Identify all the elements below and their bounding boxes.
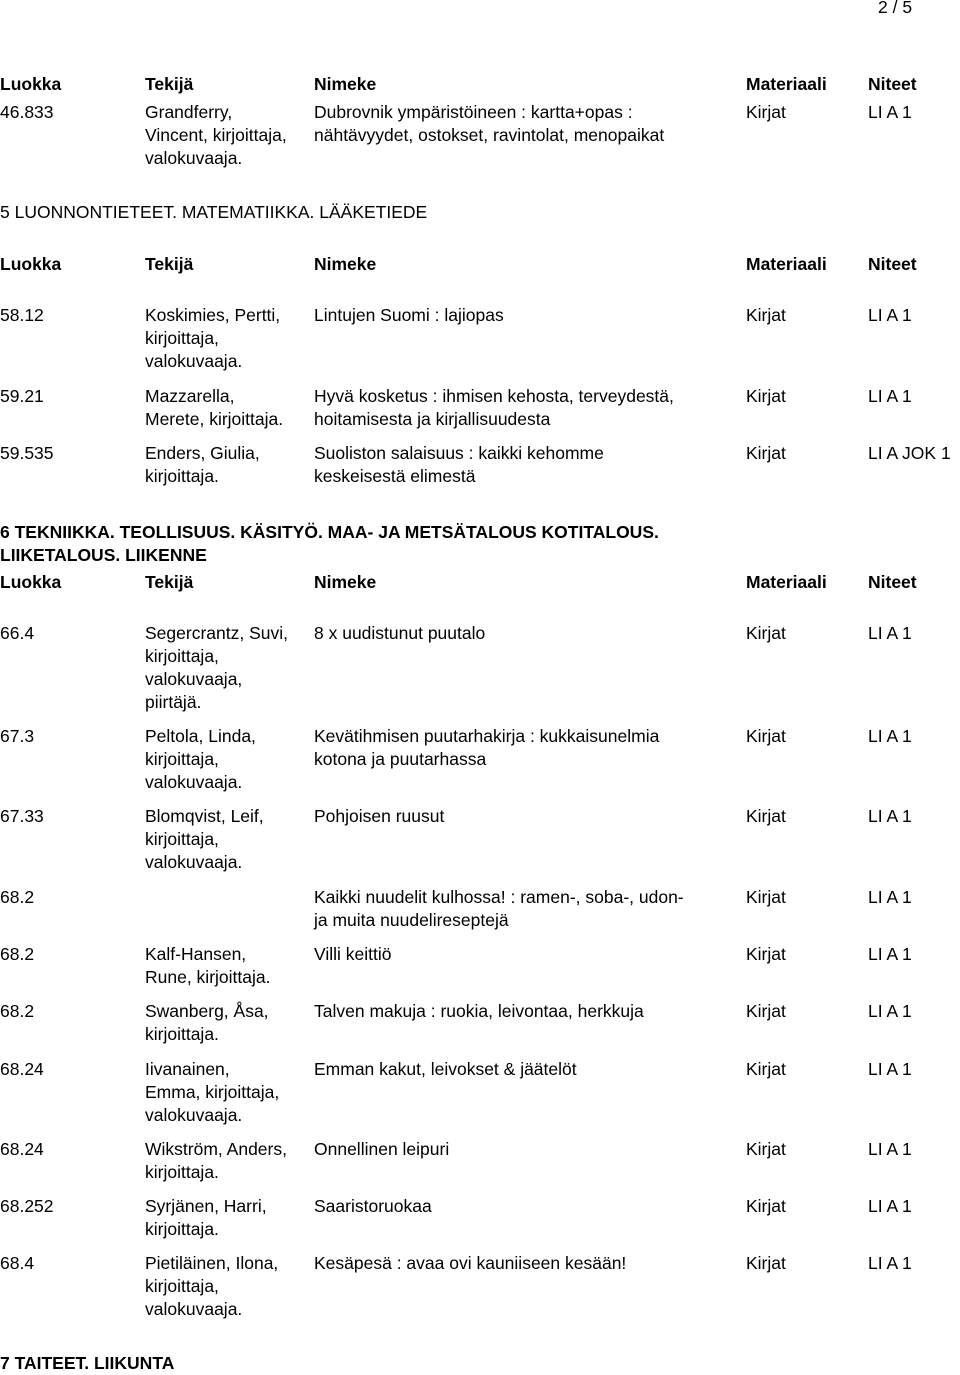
row-luokka: 59.535: [0, 443, 54, 463]
row-materiaali: Kirjat: [746, 887, 786, 907]
row-luokka: 58.12: [0, 305, 44, 325]
row-materiaali: Kirjat: [746, 1139, 786, 1159]
row-niteet: LI A 1: [868, 102, 912, 122]
row-materiaali: Kirjat: [746, 944, 786, 964]
row-luokka: 68.2: [0, 944, 35, 964]
row-niteet: LI A 1: [868, 726, 912, 746]
row-tekija: Grandferry, Vincent, kirjoittaja, valokuvaaja.: [145, 102, 287, 168]
row-materiaali: Kirjat: [746, 1001, 786, 1021]
row-niteet: LI A 1: [868, 1253, 912, 1273]
row-tekija: Enders, Giulia, kirjoittaja.: [145, 443, 260, 486]
row-luokka: 68.24: [0, 1059, 44, 1079]
row-tekija: Wikström, Anders, kirjoittaja.: [145, 1139, 287, 1182]
section-title: 7 TAITEET. LIIKUNTA: [0, 1353, 175, 1373]
row-luokka: 66.4: [0, 623, 35, 643]
row-tekija: Pietiläinen, Ilona, kirjoittaja, valokuvaaja.: [145, 1253, 279, 1319]
row-nimeke: Talven makuja : ruokia, leivontaa, herkkuja: [314, 1001, 644, 1021]
row-tekija: Segercrantz, Suvi, kirjoittaja, valokuvaaja, piirtäjä.: [145, 623, 288, 712]
row-materiaali: Kirjat: [746, 1196, 786, 1216]
row-nimeke: 8 x uudistunut puutalo: [314, 623, 486, 643]
row-niteet: LI A 1: [868, 887, 912, 907]
row-nimeke: Kesäpesä : avaa ovi kauniiseen kesään!: [314, 1253, 627, 1273]
row-nimeke: Hyvä kosketus : ihmisen kehosta, terveydestä, hoitamisesta ja kirjallisuudesta: [314, 386, 674, 429]
row-materiaali: Kirjat: [746, 305, 786, 325]
row-niteet: LI A 1: [868, 806, 912, 826]
header-nimeke: Nimeke: [314, 254, 377, 274]
row-materiaali: Kirjat: [746, 443, 786, 463]
row-materiaali: Kirjat: [746, 1253, 786, 1273]
row-materiaali: Kirjat: [746, 726, 786, 746]
row-nimeke: Dubrovnik ympäristöineen : kartta+opas : nähtävyydet, ostokset, ravintolat, menopaikat: [314, 102, 665, 145]
header-tekija: Tekijä: [145, 254, 194, 274]
section-title: 5 LUONNONTIETEET. MATEMATIIKKA. LÄÄKETIEDE: [0, 202, 428, 222]
header-luokka: Luokka: [0, 74, 62, 94]
row-materiaali: Kirjat: [746, 806, 786, 826]
header-nimeke: Nimeke: [314, 572, 377, 592]
row-tekija: Peltola, Linda, kirjoittaja, valokuvaaja.: [145, 726, 256, 792]
row-nimeke: Onnellinen leipuri: [314, 1139, 450, 1159]
header-niteet: Niteet: [868, 572, 917, 592]
row-tekija: Swanberg, Åsa, kirjoittaja.: [145, 1001, 269, 1044]
row-luokka: 59.21: [0, 386, 44, 406]
row-nimeke: Kaikki nuudelit kulhossa! : ramen-, soba-, udon- ja muita nuudelireseptejä: [314, 887, 684, 930]
row-luokka: 67.3: [0, 726, 35, 746]
row-niteet: LI A 1: [868, 944, 912, 964]
row-tekija: Syrjänen, Harri, kirjoittaja.: [145, 1196, 267, 1239]
row-nimeke: Suoliston salaisuus : kaikki kehomme keskeisestä elimestä: [314, 443, 604, 486]
row-nimeke: Villi keittiö: [314, 944, 392, 964]
header-luokka: Luokka: [0, 572, 62, 592]
row-nimeke: Saaristoruokaa: [314, 1196, 432, 1216]
section-title: 6 TEKNIIKKA. TEOLLISUUS. KÄSITYÖ. MAA- JA METSÄTALOUS KOTITALOUS. LIIKETALOUS. LIIKENNE: [0, 522, 659, 565]
header-tekija: Tekijä: [145, 74, 194, 94]
row-tekija: Mazzarella, Merete, kirjoittaja.: [145, 386, 284, 429]
row-materiaali: Kirjat: [746, 386, 786, 406]
row-nimeke: Emman kakut, leivokset & jäätelöt: [314, 1059, 577, 1079]
row-materiaali: Kirjat: [746, 623, 786, 643]
row-luokka: 68.2: [0, 887, 35, 907]
header-niteet: Niteet: [868, 74, 917, 94]
row-nimeke: Lintujen Suomi : lajiopas: [314, 305, 504, 325]
header-materiaali: Materiaali: [746, 254, 827, 274]
row-niteet: LI A 1: [868, 305, 912, 325]
row-niteet: LI A 1: [868, 1139, 912, 1159]
row-tekija: Blomqvist, Leif, kirjoittaja, valokuvaaja.: [145, 806, 264, 872]
row-luokka: 68.4: [0, 1253, 35, 1273]
row-nimeke: Pohjoisen ruusut: [314, 806, 445, 826]
row-tekija: Koskimies, Pertti, kirjoittaja, valokuvaaja.: [145, 305, 281, 371]
header-materiaali: Materiaali: [746, 74, 827, 94]
row-materiaali: Kirjat: [746, 1059, 786, 1079]
row-tekija: Kalf-Hansen, Rune, kirjoittaja.: [145, 944, 271, 987]
header-tekija: Tekijä: [145, 572, 194, 592]
row-niteet: LI A 1: [868, 1059, 912, 1079]
row-luokka: 67.33: [0, 806, 44, 826]
row-luokka: 46.833: [0, 102, 54, 122]
row-niteet: LI A 1: [868, 623, 912, 643]
row-luokka: 68.2: [0, 1001, 35, 1021]
row-luokka: 68.252: [0, 1196, 54, 1216]
header-niteet: Niteet: [868, 254, 917, 274]
row-niteet: LI A 1: [868, 1196, 912, 1216]
header-luokka: Luokka: [0, 254, 62, 274]
row-tekija: Iivanainen, Emma, kirjoittaja, valokuvaaja.: [145, 1059, 280, 1125]
row-nimeke: Kevätihmisen puutarhakirja : kukkaisunelmia kotona ja puutarhassa: [314, 726, 660, 769]
row-niteet: LI A JOK 1: [868, 443, 951, 463]
header-nimeke: Nimeke: [314, 74, 377, 94]
page-number: 2 / 5: [878, 0, 913, 17]
row-niteet: LI A 1: [868, 1001, 912, 1021]
row-niteet: LI A 1: [868, 386, 912, 406]
row-luokka: 68.24: [0, 1139, 44, 1159]
row-materiaali: Kirjat: [746, 102, 786, 122]
header-materiaali: Materiaali: [746, 572, 827, 592]
